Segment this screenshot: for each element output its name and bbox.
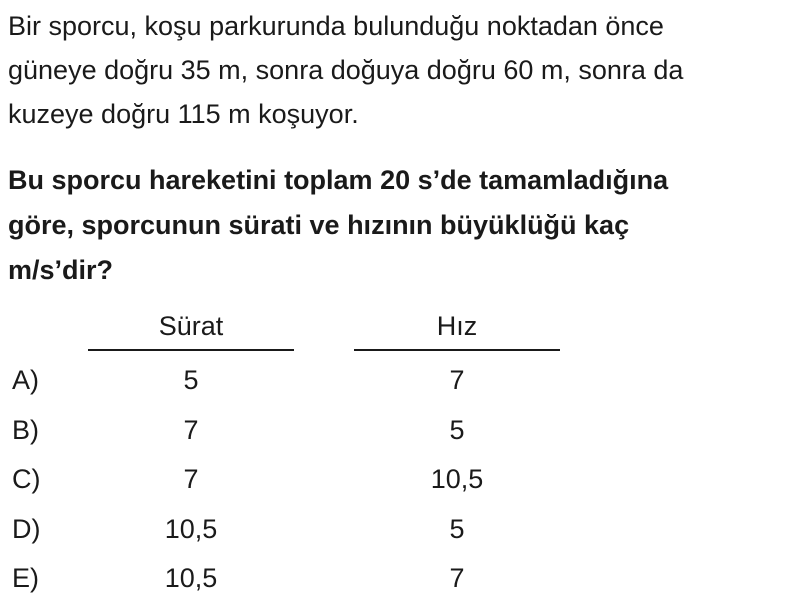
option-surat-value: 10,5 [164, 563, 218, 593]
question-stem [8, 4, 788, 136]
option-b[interactable] [0, 406, 800, 456]
stem-line: Bir sporcu, koşu parkurunda bulunduğu noktadan önce [8, 11, 664, 41]
prompt-line: Bu sporcu hareketini toplam 20 s’de tamamladığına [8, 165, 669, 195]
hiz-column-header: Hız [436, 311, 478, 341]
option-letter: E) [12, 563, 39, 593]
option-surat-value: 7 [183, 414, 199, 445]
prompt-line: m/s’dir? [8, 255, 114, 285]
option-letter: D) [12, 513, 41, 544]
option-e[interactable] [0, 554, 800, 604]
question-prompt [8, 158, 788, 293]
surat-header-rule [88, 349, 294, 351]
option-letter: C) [12, 464, 41, 494]
option-letter: A) [12, 365, 39, 395]
option-a[interactable] [0, 356, 800, 406]
option-hiz-value: 5 [449, 414, 465, 445]
stem-line: güneye doğru 35 m, sonra doğuya doğru 60 m, sonra da [8, 55, 684, 85]
option-c[interactable] [0, 455, 800, 505]
option-d[interactable] [0, 505, 800, 555]
answer-options [0, 356, 800, 604]
option-letter: B) [12, 414, 39, 445]
option-hiz-value: 10,5 [430, 464, 484, 494]
option-hiz-value: 7 [449, 365, 465, 395]
option-surat-value: 10,5 [164, 513, 218, 544]
option-hiz-value: 5 [449, 513, 465, 544]
hiz-header-rule [354, 349, 560, 351]
stem-line: kuzeye doğru 115 m koşuyor. [8, 99, 359, 129]
prompt-line: göre, sporcunun sürati ve hızının büyüklüğü kaç [8, 210, 630, 240]
surat-column-header: Sürat [158, 311, 224, 341]
option-surat-value: 5 [183, 365, 199, 395]
option-surat-value: 7 [183, 464, 199, 494]
option-hiz-value: 7 [449, 563, 465, 593]
